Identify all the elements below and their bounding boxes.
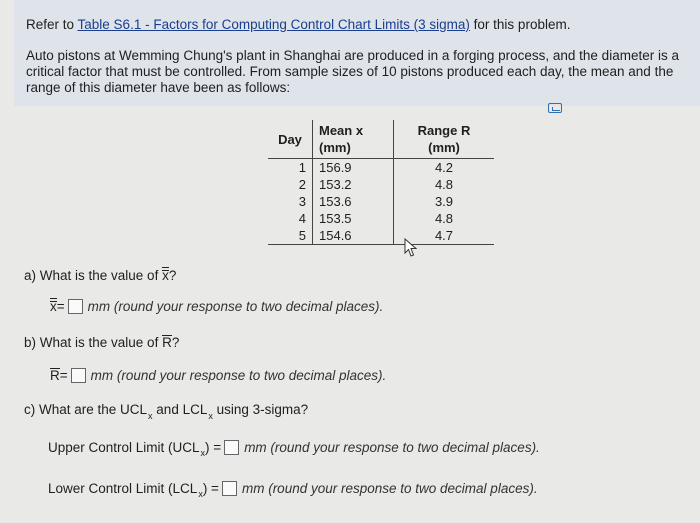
lcl-row [48,481,538,499]
question-a-suffix: ? [168,268,177,283]
mean-cell: 153.5 [313,210,394,227]
problem-header-panel [14,0,700,106]
day-cell: 2 [268,176,313,193]
x-bar-subscript: x [148,411,153,421]
table-reference-link[interactable]: Table S6.1 - Factors for Computing Control Chart Limits (3 sigma) [77,17,470,32]
question-c-mid: and LCL [152,402,208,417]
question-a-prefix: a) What is the value of [24,268,163,283]
range-cell: 4.8 [434,211,454,226]
ucl-close: ) = [205,440,222,455]
question-c-prefix: c) What are the UCL [24,402,148,417]
copy-table-icon[interactable] [548,103,562,113]
question-b-suffix: ? [171,335,180,350]
table-row [268,227,494,245]
ucl-label: Upper Control Limit (UCL [48,440,200,455]
mean-cell: 153.2 [313,176,394,193]
header-mean [313,120,394,159]
lcl-label: Lower Control Limit (LCL [48,481,198,496]
question-b-prefix: b) What is the value of [24,335,163,350]
x-bar-subscript: x [200,447,206,458]
answer-b-row [50,368,386,383]
day-cell: 5 [268,227,313,245]
mean-cell: 153.6 [313,193,394,210]
x-bar-subscript: x [198,488,203,499]
header-mean-unit: (mm) [319,140,351,155]
r-bar-symbol: R [162,335,172,350]
x-double-bar-symbol: x [162,268,169,283]
table-row [268,210,494,227]
header-range-label: Range R [417,123,471,138]
table-row [268,193,494,210]
range-cell: 4.8 [434,177,454,192]
range-cell: 4.7 [394,227,495,245]
table-row [268,159,494,177]
day-cell: 3 [268,193,313,210]
r-bar-answer-input[interactable] [71,368,86,383]
mean-cell: 156.9 [313,159,394,177]
mouse-pointer-icon [404,238,418,258]
lcl-answer-input[interactable] [222,481,237,496]
question-a [24,268,176,283]
header-range [394,120,495,159]
reference-line [26,17,570,32]
mean-cell: 154.6 [313,227,394,245]
ref-prefix: Refer to [26,17,78,32]
question-b [24,335,179,350]
data-table [268,120,494,245]
x-bar-subscript: x [208,411,213,421]
r-bar-symbol: R [50,368,60,383]
lcl-close: ) = [202,481,219,496]
question-c-suffix: using 3-sigma? [212,402,309,417]
table-row [268,176,494,193]
header-mean-label: Mean x [319,123,364,138]
x-double-bar-answer-input[interactable] [68,299,83,314]
rounding-hint: mm (round your response to two decimal places). [241,481,538,496]
equals-sign: = [59,368,68,383]
rounding-hint: mm (round your response to two decimal places). [244,440,540,455]
answer-a-row [50,299,383,314]
question-c [24,402,309,421]
header-day: Day [268,120,313,159]
ucl-answer-input[interactable] [224,440,239,455]
range-cell: 4.2 [434,160,454,175]
rounding-hint: mm (round your response to two decimal places). [90,368,387,383]
day-cell: 4 [268,210,313,227]
ucl-row [48,440,540,458]
header-range-unit: (mm) [428,140,460,155]
rounding-hint: mm (round your response to two decimal places). [87,299,384,314]
equals-sign: = [56,299,65,314]
range-cell: 3.9 [434,194,454,209]
x-double-bar-symbol: x [50,299,57,314]
ref-suffix: for this problem. [469,17,571,32]
problem-description: Auto pistons at Wemming Chung's plant in Shanghai are produced in a forging process, and the diameter is a critical factor that must be controlled. From sample sizes of 10 pistons produced each day, the mean and the range of this diameter have been as follows: [26,48,679,95]
day-cell: 1 [268,159,313,177]
